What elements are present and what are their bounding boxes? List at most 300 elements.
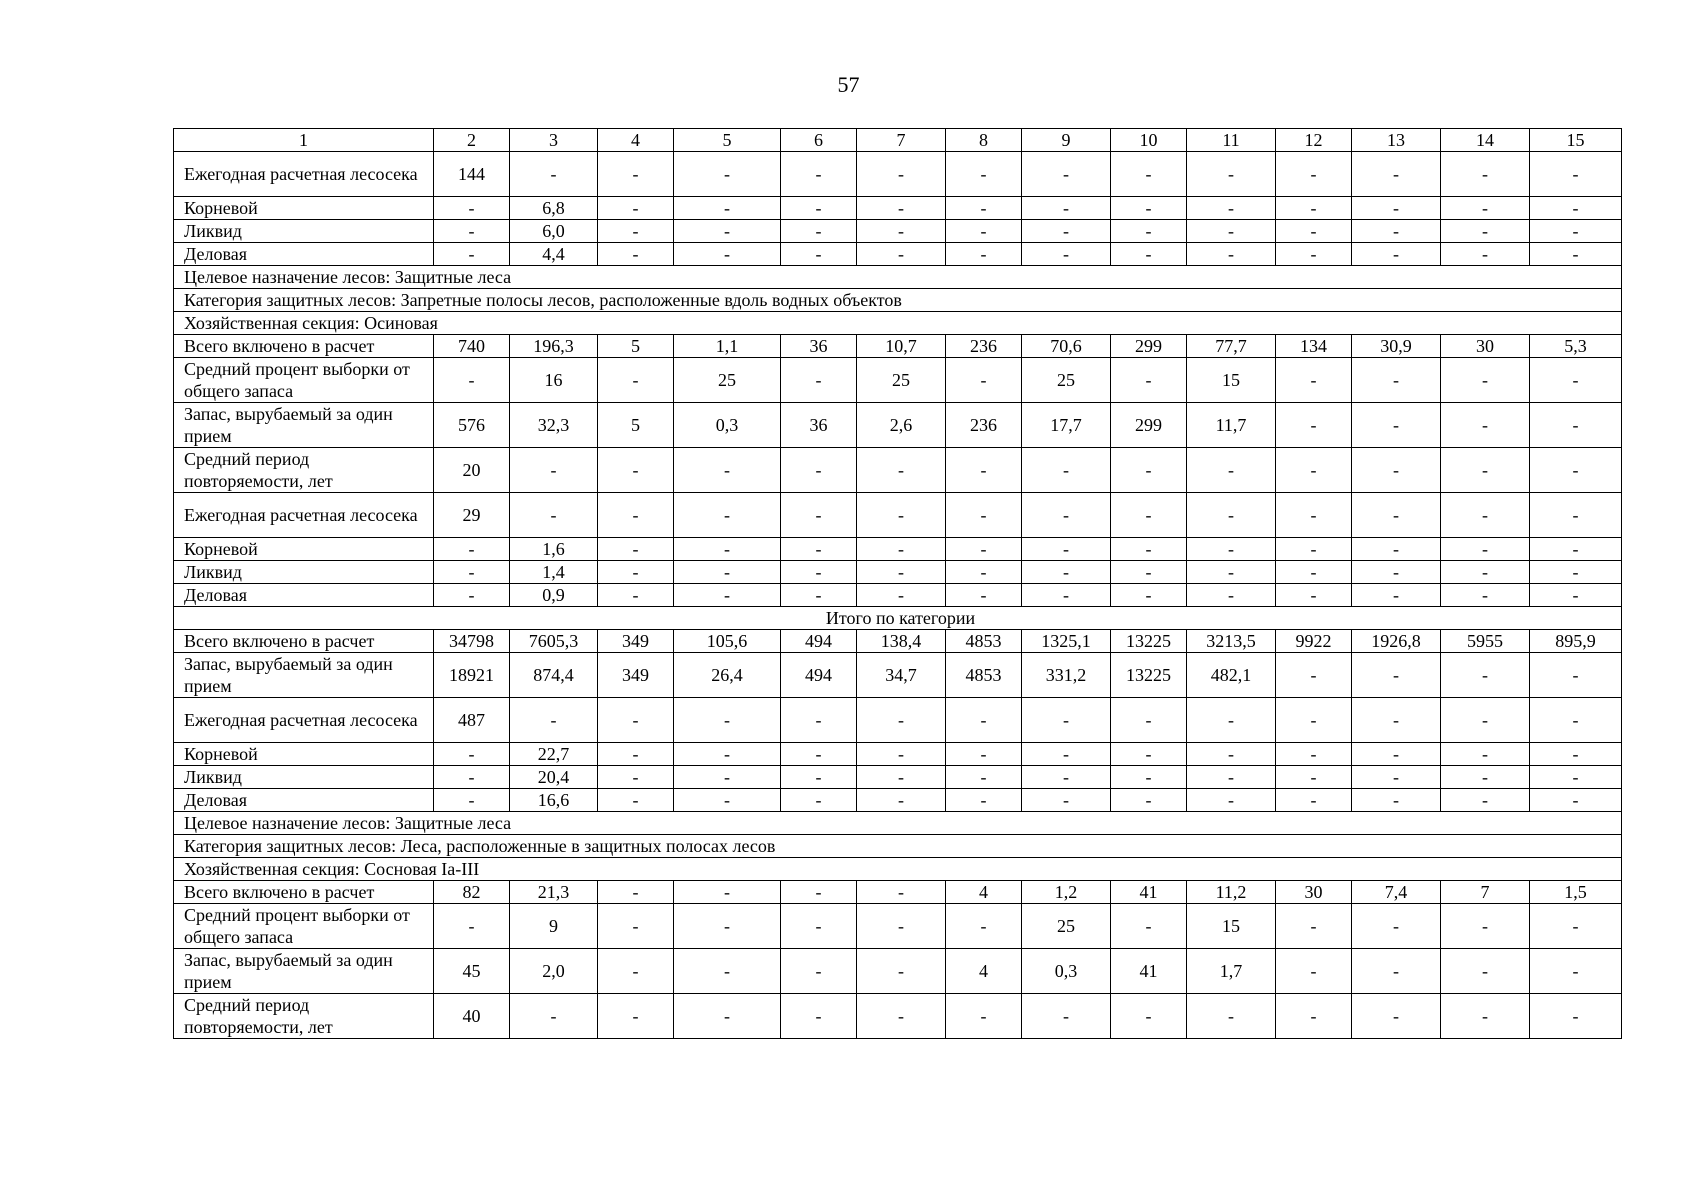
table-cell: 25 [674, 358, 781, 403]
table-cell: - [1276, 698, 1352, 743]
table-cell: - [1352, 766, 1441, 789]
column-number-row [174, 129, 1622, 152]
table-cell: - [1022, 698, 1111, 743]
table-cell: - [598, 994, 674, 1039]
table-cell: - [510, 448, 598, 493]
table-cell: - [434, 561, 510, 584]
table-cell: - [1352, 538, 1441, 561]
section-heading-row [174, 607, 1622, 630]
table-cell: - [946, 584, 1022, 607]
table-cell: 576 [434, 403, 510, 448]
table-row [174, 152, 1622, 197]
table-cell: 2,6 [857, 403, 946, 448]
table-cell: - [1530, 538, 1622, 561]
section-heading: Итого по категории [174, 607, 1622, 630]
table-cell: - [946, 197, 1022, 220]
table-cell: - [1187, 584, 1276, 607]
table-cell: - [1441, 403, 1530, 448]
table-row [174, 403, 1622, 448]
table-cell: - [1276, 152, 1352, 197]
table-cell: 15 [1187, 358, 1276, 403]
row-label: Всего включено в расчет [174, 881, 434, 904]
table-cell: 16 [510, 358, 598, 403]
table-cell: 5,3 [1530, 335, 1622, 358]
table-row [174, 358, 1622, 403]
table-cell: - [1022, 448, 1111, 493]
table-cell: - [946, 243, 1022, 266]
table-cell: - [598, 561, 674, 584]
table-cell: - [781, 949, 857, 994]
table-cell: - [857, 448, 946, 493]
table-cell: - [1530, 698, 1622, 743]
table-cell: - [510, 698, 598, 743]
table-cell: - [946, 904, 1022, 949]
table-cell: 7605,3 [510, 630, 598, 653]
table-row [174, 653, 1622, 698]
table-cell: - [946, 358, 1022, 403]
table-cell: - [1530, 448, 1622, 493]
table-cell: - [1530, 403, 1622, 448]
table-cell: - [1022, 789, 1111, 812]
column-number-cell: 10 [1111, 129, 1187, 152]
table-cell: 11,7 [1187, 403, 1276, 448]
table-cell: 349 [598, 653, 674, 698]
table-cell: 25 [857, 358, 946, 403]
table-cell: - [1111, 561, 1187, 584]
table-cell: - [1352, 904, 1441, 949]
table-cell: 494 [781, 630, 857, 653]
table-cell: - [1441, 653, 1530, 698]
table-cell: - [1187, 197, 1276, 220]
table-cell: - [1022, 220, 1111, 243]
column-number-cell: 11 [1187, 129, 1276, 152]
table-cell: - [1276, 949, 1352, 994]
table-row [174, 949, 1622, 994]
table-cell: - [781, 698, 857, 743]
column-number-cell: 6 [781, 129, 857, 152]
table-cell: 0,3 [1022, 949, 1111, 994]
table-cell: - [598, 881, 674, 904]
table-cell: - [1022, 766, 1111, 789]
table-cell: - [1530, 994, 1622, 1039]
table-cell: 11,2 [1187, 881, 1276, 904]
table-cell: 9922 [1276, 630, 1352, 653]
table-cell: - [1022, 243, 1111, 266]
table-cell: - [1530, 789, 1622, 812]
row-label: Средний период повторяемости, лет [174, 448, 434, 493]
table-cell: - [946, 698, 1022, 743]
forest-data-table [173, 128, 1622, 1039]
table-cell: - [1187, 766, 1276, 789]
section-heading-row [174, 289, 1622, 312]
table-cell: - [1352, 220, 1441, 243]
table-cell: - [1276, 994, 1352, 1039]
table-cell: 1,6 [510, 538, 598, 561]
table-cell: 895,9 [1530, 630, 1622, 653]
table-cell: 299 [1111, 335, 1187, 358]
table-cell: 82 [434, 881, 510, 904]
section-heading: Хозяйственная секция: Осиновая [174, 312, 1622, 335]
table-cell: - [781, 493, 857, 538]
table-cell: - [1276, 493, 1352, 538]
table-cell: - [1022, 561, 1111, 584]
table-cell: 36 [781, 403, 857, 448]
table-cell: - [674, 881, 781, 904]
table-cell: - [1352, 743, 1441, 766]
section-heading: Целевое назначение лесов: Защитные леса [174, 812, 1622, 835]
table-cell: - [674, 448, 781, 493]
table-cell: 15 [1187, 904, 1276, 949]
table-cell: - [1352, 584, 1441, 607]
table-row [174, 743, 1622, 766]
table-cell: - [1022, 994, 1111, 1039]
table-row [174, 904, 1622, 949]
table-cell: - [598, 743, 674, 766]
column-number-cell: 15 [1530, 129, 1622, 152]
row-label: Деловая [174, 584, 434, 607]
table-cell: - [1187, 220, 1276, 243]
table-cell: - [1111, 766, 1187, 789]
table-cell: - [1187, 561, 1276, 584]
table-cell: - [674, 220, 781, 243]
table-cell: - [1530, 766, 1622, 789]
table-cell: 1,2 [1022, 881, 1111, 904]
table-cell: - [857, 561, 946, 584]
table-cell: 10,7 [857, 335, 946, 358]
table-cell: 1,5 [1530, 881, 1622, 904]
row-label: Средний процент выборки от общего запаса [174, 904, 434, 949]
table-cell: 1,7 [1187, 949, 1276, 994]
table-cell: - [1352, 243, 1441, 266]
table-cell: - [598, 493, 674, 538]
table-cell: - [1352, 493, 1441, 538]
table-cell: - [946, 766, 1022, 789]
table-cell: 22,7 [510, 743, 598, 766]
table-cell: - [674, 904, 781, 949]
row-label: Корневой [174, 743, 434, 766]
table-cell: - [857, 949, 946, 994]
table-cell: - [1441, 789, 1530, 812]
table-cell: - [598, 243, 674, 266]
table-cell: - [598, 448, 674, 493]
row-label: Ликвид [174, 220, 434, 243]
table-cell: - [434, 743, 510, 766]
row-label: Всего включено в расчет [174, 630, 434, 653]
table-cell: - [1111, 584, 1187, 607]
table-cell: - [674, 994, 781, 1039]
table-cell: 4853 [946, 630, 1022, 653]
table-cell: - [1276, 561, 1352, 584]
table-cell: - [674, 561, 781, 584]
table-cell: - [674, 789, 781, 812]
table-cell: - [1111, 197, 1187, 220]
table-row [174, 448, 1622, 493]
table-cell: - [1111, 904, 1187, 949]
table-cell: - [1530, 584, 1622, 607]
table-cell: - [1441, 448, 1530, 493]
table-cell: 1926,8 [1352, 630, 1441, 653]
table-row [174, 538, 1622, 561]
table-cell: - [1111, 220, 1187, 243]
table-cell: - [781, 904, 857, 949]
table-cell: - [946, 743, 1022, 766]
table-cell: - [1352, 949, 1441, 994]
table-cell: 26,4 [674, 653, 781, 698]
table-cell: - [1352, 448, 1441, 493]
table-cell: - [1441, 743, 1530, 766]
table-cell: - [946, 448, 1022, 493]
table-cell: - [781, 766, 857, 789]
section-heading-row [174, 858, 1622, 881]
table-cell: - [598, 904, 674, 949]
column-number-cell: 14 [1441, 129, 1530, 152]
table-cell: 17,7 [1022, 403, 1111, 448]
table-cell: - [510, 152, 598, 197]
section-heading: Категория защитных лесов: Запретные полосы лесов, расположенные вдоль водных объектов [174, 289, 1622, 312]
table-cell: - [674, 584, 781, 607]
table-cell: - [434, 904, 510, 949]
table-cell: - [1022, 584, 1111, 607]
table-cell: - [434, 538, 510, 561]
table-cell: - [434, 358, 510, 403]
table-row [174, 698, 1622, 743]
column-number-cell: 7 [857, 129, 946, 152]
table-cell: 349 [598, 630, 674, 653]
table-cell: - [1276, 653, 1352, 698]
table-cell: - [598, 197, 674, 220]
table-cell: 4 [946, 949, 1022, 994]
table-cell: - [434, 789, 510, 812]
table-cell: - [598, 220, 674, 243]
table-cell: - [1352, 197, 1441, 220]
table-cell: - [781, 743, 857, 766]
table-cell: 41 [1111, 881, 1187, 904]
row-label: Средний процент выборки от общего запаса [174, 358, 434, 403]
table-cell: - [781, 220, 857, 243]
section-heading: Категория защитных лесов: Леса, расположенные в защитных полосах лесов [174, 835, 1622, 858]
table-cell: - [1530, 197, 1622, 220]
table-cell: 30 [1441, 335, 1530, 358]
table-cell: - [1187, 789, 1276, 812]
table-cell: 9 [510, 904, 598, 949]
table-cell: - [598, 152, 674, 197]
table-cell: - [598, 949, 674, 994]
table-row [174, 243, 1622, 266]
table-cell: - [1352, 152, 1441, 197]
table-cell: - [1187, 538, 1276, 561]
table-cell: - [1111, 789, 1187, 812]
table-cell: - [1111, 538, 1187, 561]
table-cell: - [434, 766, 510, 789]
table-cell: - [434, 243, 510, 266]
table-cell: 25 [1022, 358, 1111, 403]
table-cell: - [1352, 653, 1441, 698]
table-cell: - [781, 538, 857, 561]
table-cell: - [857, 743, 946, 766]
table-cell: - [1187, 994, 1276, 1039]
table-body [174, 129, 1622, 1039]
table-cell: - [1276, 197, 1352, 220]
table-cell: 13225 [1111, 630, 1187, 653]
table-cell: - [674, 152, 781, 197]
table-row [174, 584, 1622, 607]
table-cell: - [781, 448, 857, 493]
table-cell: 4853 [946, 653, 1022, 698]
table-row [174, 630, 1622, 653]
table-cell: - [1276, 538, 1352, 561]
column-number-cell: 5 [674, 129, 781, 152]
table-cell: - [434, 197, 510, 220]
table-cell: - [857, 994, 946, 1039]
table-row [174, 766, 1622, 789]
table-cell: - [674, 743, 781, 766]
table-cell: - [1530, 653, 1622, 698]
table-cell: 36 [781, 335, 857, 358]
table-cell: - [857, 789, 946, 812]
table-cell: 1,4 [510, 561, 598, 584]
table-cell: 5 [598, 335, 674, 358]
table-cell: 70,6 [1022, 335, 1111, 358]
table-cell: - [1276, 220, 1352, 243]
table-cell: - [1276, 448, 1352, 493]
table-cell: - [674, 493, 781, 538]
table-cell: - [1276, 403, 1352, 448]
table-cell: - [1111, 743, 1187, 766]
table-cell: - [781, 561, 857, 584]
table-cell: 13225 [1111, 653, 1187, 698]
table-cell: - [1441, 152, 1530, 197]
table-cell: 482,1 [1187, 653, 1276, 698]
table-cell: - [1441, 220, 1530, 243]
table-cell: - [857, 493, 946, 538]
table-cell: - [1530, 493, 1622, 538]
row-label: Деловая [174, 789, 434, 812]
table-cell: 740 [434, 335, 510, 358]
table-cell: - [1276, 584, 1352, 607]
table-cell: - [857, 904, 946, 949]
table-row [174, 789, 1622, 812]
table-cell: - [946, 152, 1022, 197]
table-cell: - [857, 152, 946, 197]
table-cell: 4,4 [510, 243, 598, 266]
table-cell: 32,3 [510, 403, 598, 448]
table-cell: - [857, 584, 946, 607]
table-cell: - [1111, 448, 1187, 493]
table-cell: - [1276, 766, 1352, 789]
section-heading-row [174, 812, 1622, 835]
table-cell: - [781, 994, 857, 1039]
table-cell: - [1111, 994, 1187, 1039]
row-label: Корневой [174, 197, 434, 220]
table-cell: - [1276, 904, 1352, 949]
table-cell: 7,4 [1352, 881, 1441, 904]
table-cell: 331,2 [1022, 653, 1111, 698]
table-cell: - [1187, 698, 1276, 743]
table-cell: 236 [946, 403, 1022, 448]
row-label: Ежегодная расчетная лесосека [174, 493, 434, 538]
table-cell: - [781, 197, 857, 220]
table-cell: 45 [434, 949, 510, 994]
table-cell: - [1111, 493, 1187, 538]
column-number-cell: 13 [1352, 129, 1441, 152]
column-number-cell: 2 [434, 129, 510, 152]
table-cell: - [1276, 789, 1352, 812]
table-cell: - [857, 243, 946, 266]
table-cell: - [781, 584, 857, 607]
table-cell: - [434, 220, 510, 243]
table-cell: - [1276, 743, 1352, 766]
table-cell: 30,9 [1352, 335, 1441, 358]
table-cell: - [1111, 152, 1187, 197]
table-cell: - [1530, 243, 1622, 266]
row-label: Всего включено в расчет [174, 335, 434, 358]
section-heading-row [174, 312, 1622, 335]
table-cell: - [598, 698, 674, 743]
table-cell: 34798 [434, 630, 510, 653]
column-number-cell: 1 [174, 129, 434, 152]
table-cell: - [674, 243, 781, 266]
table-cell: - [1352, 698, 1441, 743]
table-cell: - [857, 538, 946, 561]
table-cell: 18921 [434, 653, 510, 698]
table-row [174, 493, 1622, 538]
table-cell: - [1441, 698, 1530, 743]
section-heading: Хозяйственная секция: Сосновая Ia-III [174, 858, 1622, 881]
table-cell: - [1441, 994, 1530, 1039]
table-cell: 3213,5 [1187, 630, 1276, 653]
row-label: Ежегодная расчетная лесосека [174, 152, 434, 197]
section-heading-row [174, 266, 1622, 289]
table-cell: - [1022, 493, 1111, 538]
table-cell: - [946, 561, 1022, 584]
table-cell: - [1441, 904, 1530, 949]
table-cell: 2,0 [510, 949, 598, 994]
table-row [174, 335, 1622, 358]
table-cell: 20 [434, 448, 510, 493]
table-cell: - [1441, 358, 1530, 403]
table-cell: - [510, 493, 598, 538]
row-label: Корневой [174, 538, 434, 561]
table-cell: 30 [1276, 881, 1352, 904]
column-number-cell: 9 [1022, 129, 1111, 152]
table-cell: - [1022, 152, 1111, 197]
table-cell: - [857, 220, 946, 243]
table-cell: - [598, 538, 674, 561]
table-cell: - [1530, 220, 1622, 243]
table-cell: 6,0 [510, 220, 598, 243]
table-cell: - [1530, 561, 1622, 584]
table-cell: - [1022, 197, 1111, 220]
row-label: Средний период повторяемости, лет [174, 994, 434, 1039]
row-label: Ликвид [174, 766, 434, 789]
table-cell: - [674, 949, 781, 994]
row-label: Деловая [174, 243, 434, 266]
table-cell: 25 [1022, 904, 1111, 949]
table-cell: 1325,1 [1022, 630, 1111, 653]
table-cell: - [781, 881, 857, 904]
table-cell: 4 [946, 881, 1022, 904]
table-cell: - [510, 994, 598, 1039]
table-cell: 0,9 [510, 584, 598, 607]
table-cell: - [1352, 789, 1441, 812]
table-cell: - [857, 197, 946, 220]
table-cell: - [946, 538, 1022, 561]
table-cell: - [1111, 243, 1187, 266]
table-cell: - [1352, 561, 1441, 584]
table-cell: 494 [781, 653, 857, 698]
table-cell: 40 [434, 994, 510, 1039]
section-heading: Целевое назначение лесов: Защитные леса [174, 266, 1622, 289]
